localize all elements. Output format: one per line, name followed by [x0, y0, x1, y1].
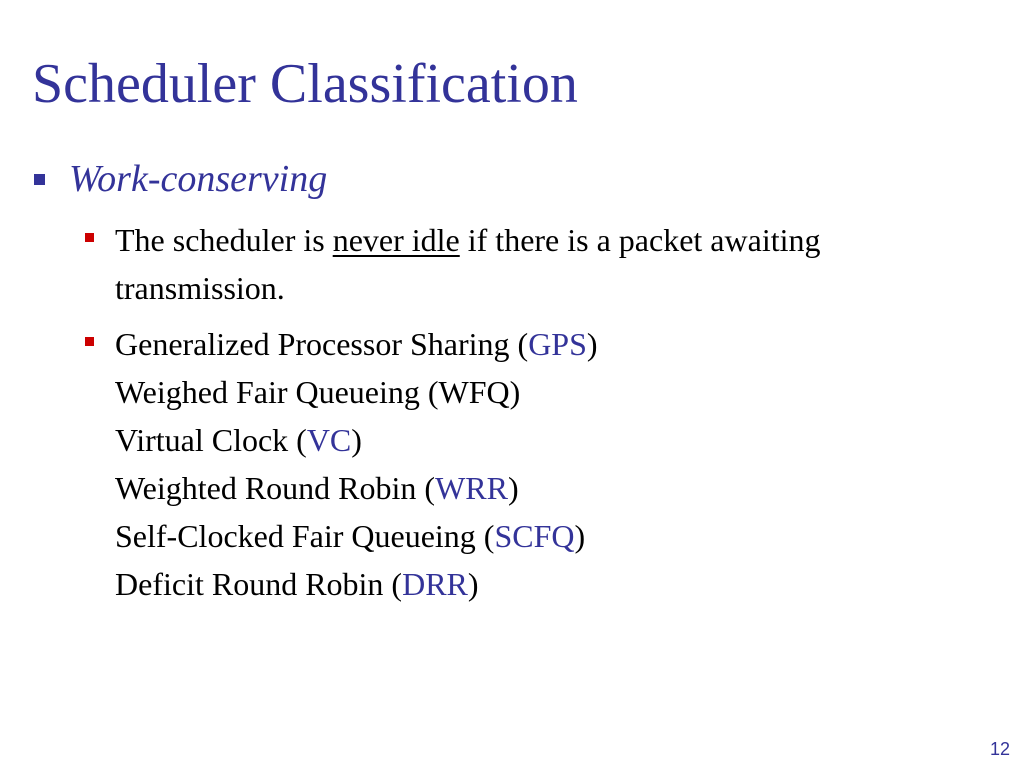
scheduler-close-paren: ) [574, 518, 586, 554]
scheduler-list [115, 320, 598, 608]
scheduler-item [115, 464, 598, 512]
scheduler-close-paren: ) [351, 422, 362, 458]
bullet-scheduler-list [85, 320, 598, 608]
scheduler-acronym: SCFQ [494, 518, 575, 554]
scheduler-name: Generalized Processor Sharing ( [115, 326, 529, 362]
scheduler-close-paren: ) [586, 326, 598, 362]
scheduler-item [115, 512, 598, 560]
text-before: The scheduler is [115, 222, 333, 258]
page-number: 12 [989, 739, 1010, 759]
scheduler-item [115, 416, 598, 464]
scheduler-close-paren: ) [507, 470, 519, 506]
bullet-level1-text: Work-conserving [69, 158, 328, 200]
scheduler-name: Virtual Clock ( [115, 422, 307, 458]
scheduler-name: Deficit Round Robin ( [115, 566, 403, 602]
scheduler-acronym: VC [306, 422, 352, 458]
square-bullet-icon [34, 174, 45, 185]
scheduler-name: Weighted Round Robin ( [115, 470, 436, 506]
bullet-line: transmission. [115, 270, 285, 306]
scheduler-item [115, 320, 598, 368]
scheduler-acronym: DRR [402, 566, 468, 602]
bullet-level1-work-conserving [34, 156, 327, 202]
slide-title: Scheduler Classification [32, 53, 578, 115]
scheduler-name: Self-Clocked Fair Queueing ( [115, 518, 495, 554]
scheduler-item [115, 560, 598, 608]
scheduler-close-paren: ) [467, 566, 479, 602]
bullet-never-idle [85, 216, 820, 312]
text-after: if there is a packet awaiting [459, 222, 821, 258]
bullet-line [115, 216, 820, 264]
scheduler-item [115, 368, 598, 416]
scheduler-acronym: WRR [435, 470, 508, 506]
underlined-phrase: never idle [332, 222, 460, 258]
square-bullet-icon [85, 233, 94, 242]
scheduler-name: Weighed Fair Queueing (WFQ) [115, 374, 521, 410]
scheduler-acronym: GPS [528, 326, 587, 362]
square-bullet-icon [85, 337, 94, 346]
bullet-text [115, 216, 820, 312]
